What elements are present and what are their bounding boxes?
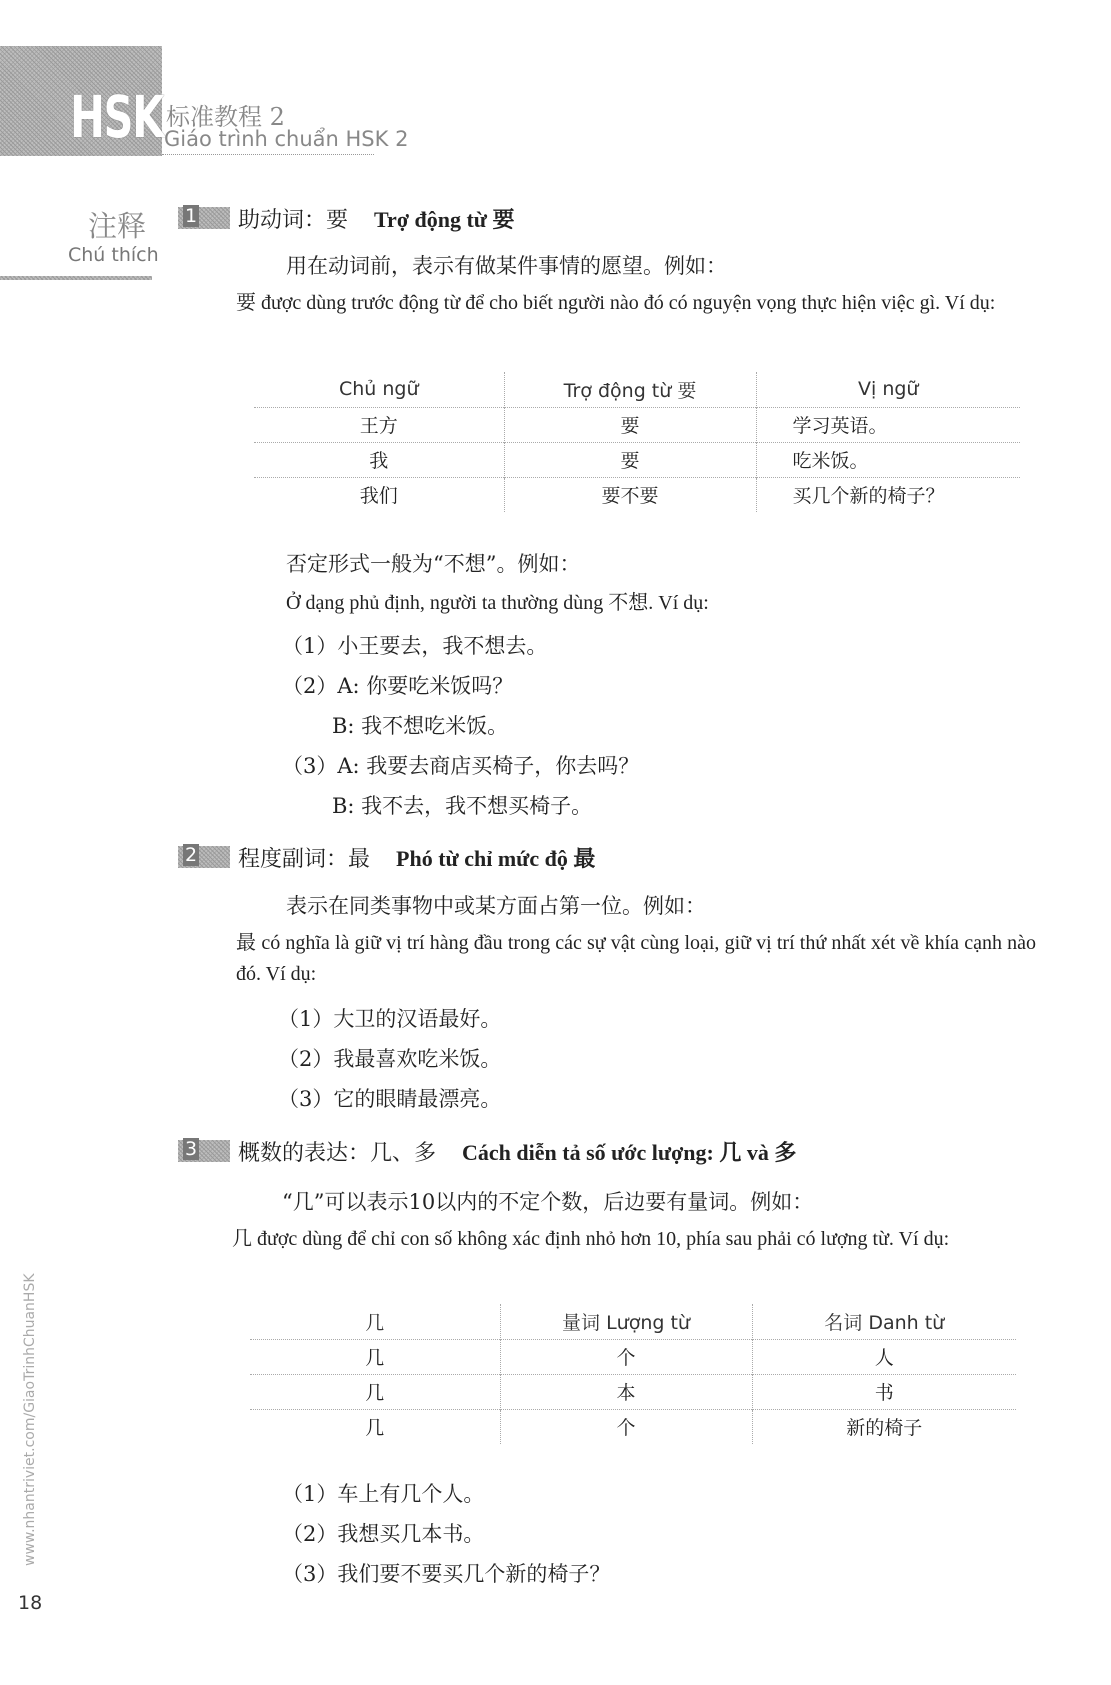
table-cell: 吃米饭。 (792, 450, 869, 472)
table-cell: 要 (504, 407, 756, 442)
section-3-heading (178, 1136, 796, 1166)
section-3-desc-chinese: “几”可以表示10以内的不定个数，后边要有量词。例如： (282, 1190, 814, 1214)
sidebar-label-vietnamese: Chú thích (68, 244, 159, 266)
example-1: （1）车上有几个人。 (282, 1482, 485, 1506)
section-number: 1 (184, 205, 198, 227)
section-2-desc-chinese: 表示在同类事物中或某方面占第一位。例如： (286, 894, 706, 918)
example-3: （3）我们要不要买几个新的椅子？ (282, 1562, 611, 1586)
sidebar-divider (0, 276, 152, 280)
header-divider (162, 154, 374, 155)
section-1-table (254, 372, 1020, 512)
section-title-vietnamese: Trợ động từ 要 (374, 206, 515, 232)
table-cell: 买几个新的椅子？ (792, 485, 945, 508)
example-2a: （2）A: 你要吃米饭吗？ (282, 674, 514, 698)
example-2b: B: 我不想吃米饭。 (332, 714, 509, 738)
table-header-cell: Vị ngữ (858, 378, 919, 401)
table-header-row (250, 1304, 1016, 1339)
table-cell: 书 (874, 1382, 894, 1404)
negation-desc-chinese: 否定形式一般为“不想”。例如： (286, 552, 581, 576)
table-cell: 个 (500, 1409, 752, 1444)
book-title-chinese: 标准教程 2 (166, 103, 285, 131)
table-cell: 要 (504, 442, 756, 477)
section-2-heading (178, 842, 595, 872)
example-3: （3）它的眼睛最漂亮。 (278, 1087, 502, 1111)
section-title-vietnamese: Phó từ chỉ mức độ 最 (396, 845, 596, 871)
negation-desc-vietnamese: Ở dạng phủ định, người ta thường dùng 不想. Ví dụ: (286, 592, 709, 614)
section-number-badge (178, 1140, 230, 1162)
table-cell: 几 (250, 1409, 500, 1444)
example-1: （1）小王要去，我不想去。 (282, 634, 548, 658)
hsk-logo: HSK (70, 83, 164, 151)
table-cell: 我 (254, 442, 504, 477)
table-header-cell: 量词 Lượng từ (500, 1304, 752, 1339)
section-title-vietnamese: Cách diễn tả số ước lượng: 几 và 多 (462, 1139, 797, 1165)
table-header-row (254, 372, 1020, 407)
section-title-chinese: 程度副词：最 (238, 846, 371, 872)
section-number-badge (178, 207, 230, 229)
book-title-vietnamese: Giáo trình chuẩn HSK 2 (164, 127, 409, 151)
section-1-desc-vietnamese: 要 được dùng trước động từ để cho biết người nào đó có nguyện vọng thực hiện việc gì. Ví dụ: (236, 292, 996, 314)
table-header-cell: 名词 Danh từ (824, 1311, 945, 1334)
vertical-url: www.nhantriviet.com/GiaoTrinhChuanHSK (22, 1273, 38, 1566)
section-title-chinese: 助动词：要 (238, 207, 349, 233)
table-cell: 人 (874, 1347, 894, 1369)
table-cell: 新的椅子 (846, 1417, 923, 1440)
table-row (254, 477, 1020, 512)
example-3a: （3）A: 我要去商店买椅子，你去吗？ (282, 754, 640, 778)
table-row (250, 1374, 1016, 1409)
sidebar-label-chinese: 注释 (88, 209, 147, 243)
section-2-desc-vietnamese: 最 có nghĩa là giữ vị trí hàng đầu trong các sự vật cùng loại, giữ vị trí thứ nhất xét về khía cạnh nào đó. Ví dụ: (236, 932, 1036, 985)
table-cell: 几 (250, 1374, 500, 1409)
example-1: （1）大卫的汉语最好。 (278, 1007, 502, 1031)
table-row (254, 407, 1020, 442)
section-3-table (250, 1304, 1016, 1444)
table-header-cell: Trợ động từ 要 (504, 372, 756, 407)
section-number-badge (178, 846, 230, 868)
table-cell: 个 (500, 1339, 752, 1374)
table-row (254, 442, 1020, 477)
table-cell: 几 (250, 1339, 500, 1374)
table-header-cell: Chủ ngữ (254, 372, 504, 407)
section-number: 2 (184, 844, 198, 866)
table-cell: 要不要 (504, 477, 756, 512)
example-2: （2）我想买几本书。 (282, 1522, 485, 1546)
section-1-heading (178, 203, 515, 233)
page-number: 18 (18, 1592, 43, 1614)
table-row (250, 1339, 1016, 1374)
table-cell: 本 (500, 1374, 752, 1409)
table-cell: 学习英语。 (792, 415, 888, 437)
table-cell: 我们 (254, 477, 504, 512)
section-1-desc-chinese: 用在动词前，表示有做某件事情的愿望。例如： (286, 254, 727, 278)
section-number: 3 (184, 1138, 198, 1160)
table-row (250, 1409, 1016, 1444)
section-title-chinese: 概数的表达：几、多 (238, 1140, 437, 1166)
table-cell: 王方 (254, 407, 504, 442)
example-3b: B: 我不去，我不想买椅子。 (332, 794, 593, 818)
example-2: （2）我最喜欢吃米饭。 (278, 1047, 502, 1071)
table-header-cell: 几 (250, 1304, 500, 1339)
section-3-desc-vietnamese: 几 được dùng để chỉ con số không xác định nhỏ hơn 10, phía sau phải có lượng từ. Ví dụ: (232, 1228, 950, 1250)
